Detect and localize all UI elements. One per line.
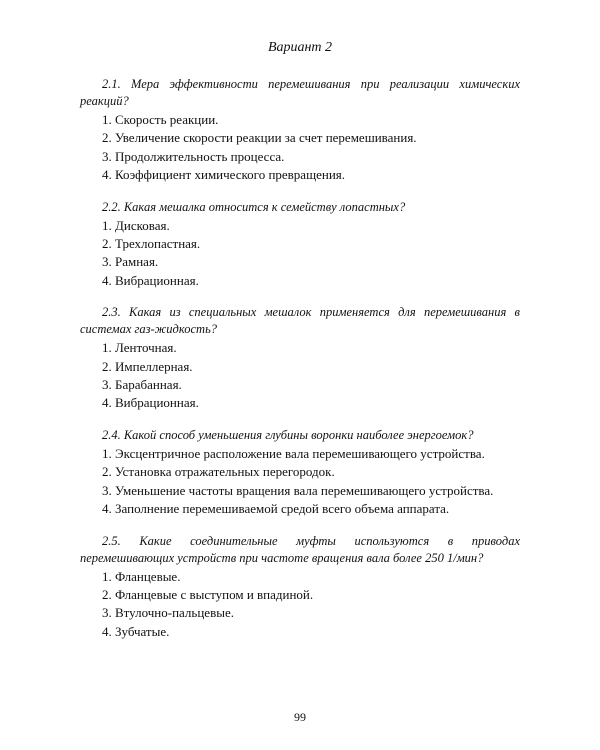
answer-options <box>80 568 520 642</box>
question-block <box>80 76 520 185</box>
answer-option: 4. Вибрационная. <box>102 395 199 411</box>
answer-option: 1. Скорость реакции. <box>102 112 219 127</box>
answer-option: 1. Фланцевые. <box>102 568 181 584</box>
answer-option: 3. Барабанная. <box>102 377 182 393</box>
answer-option: 4. Коэффициент химического превращения. <box>102 167 346 183</box>
answer-options <box>80 217 520 291</box>
question-block <box>80 427 520 519</box>
question-text: 2.3. Какая из специальных мешалок применяется для перемешивания в системах газ-жидкость? <box>80 305 520 337</box>
answer-option: 4. Зубчатые. <box>102 623 170 639</box>
question-block <box>80 533 520 642</box>
answer-option: 3. Уменьшение частоты вращения вала перемешивающего устройства. <box>102 482 494 498</box>
answer-option: 2. Установка отражательных перегородок. <box>102 464 335 480</box>
answer-option: 2. Увеличение скорости реакции за счет перемешивания. <box>102 130 417 146</box>
question-text: 2.1. Мера эффективности перемешивания при реализации химических реакций? <box>80 77 520 108</box>
question-text: 2.4. Какой способ уменьшения глубины воронки наиболее энергоемок? <box>102 427 474 442</box>
answer-option: 2. Импеллерная. <box>102 358 193 374</box>
answer-option: 3. Втулочно-пальцевые. <box>102 605 234 621</box>
answer-option: 3. Рамная. <box>102 254 159 270</box>
answer-option: 4. Заполнение перемешиваемой средой всего объема аппарата. <box>102 501 450 517</box>
question-block <box>80 304 520 413</box>
page-number: 99 <box>294 710 306 724</box>
answer-option: 2. Трехлопастная. <box>102 236 201 252</box>
answer-option: 1. Эксцентричное расположение вала перемешивающего устройства. <box>102 445 485 461</box>
question-text: 2.5. Какие соединительные муфты используются в приводах перемешивающих устройств при частоте вращения вала более 250 1/мин? <box>80 533 520 565</box>
answer-options <box>80 445 520 519</box>
question-block <box>80 199 520 291</box>
question-list <box>80 76 520 655</box>
answer-option: 1. Ленточная. <box>102 340 177 356</box>
answer-option: 4. Вибрационная. <box>102 272 199 288</box>
answer-option: 2. Фланцевые с выступом и впадиной. <box>102 586 314 602</box>
question-text: 2.2. Какая мешалка относится к семейству лопастных? <box>102 199 406 214</box>
answer-option: 3. Продолжительность процесса. <box>102 148 285 164</box>
page-title: Вариант 2 <box>267 40 333 55</box>
answer-options <box>80 111 520 185</box>
answer-options <box>80 339 520 413</box>
answer-option: 1. Дисковая. <box>102 217 170 233</box>
